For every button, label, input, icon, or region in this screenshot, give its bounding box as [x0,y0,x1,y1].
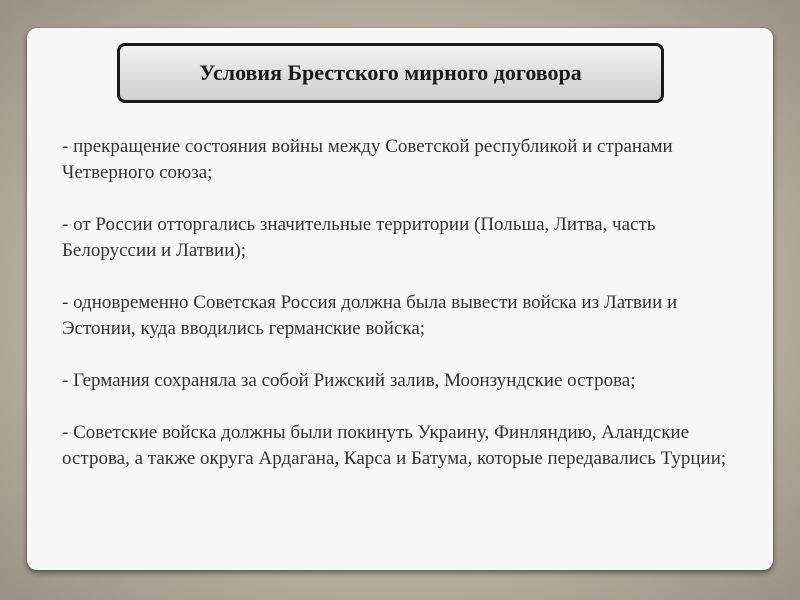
slide-title: Условия Брестского мирного договора [199,60,582,85]
title-box [117,43,664,103]
condition-item: - одновременно Советская Россия должна была вывести войска из Латвии и Эстонии, куда вводились германские войска; [62,292,678,339]
condition-item: - от России отторгались значительные территории (Польша, Литва, часть Белоруссии и Латвии); [62,214,656,261]
conditions-list [62,134,742,498]
slide-card [27,28,773,570]
condition-item: - прекращение состояния войны между Советской республикой и странами Четверного союза; [62,136,673,183]
condition-item: - Германия сохраняла за собой Рижский залив, Моонзундские острова; [62,370,636,391]
condition-item: - Советские войска должны были покинуть Украину, Финляндию, Аландские острова, а также округа Ардагана, Карса и Батума, которые передавались Турции; [62,422,727,469]
